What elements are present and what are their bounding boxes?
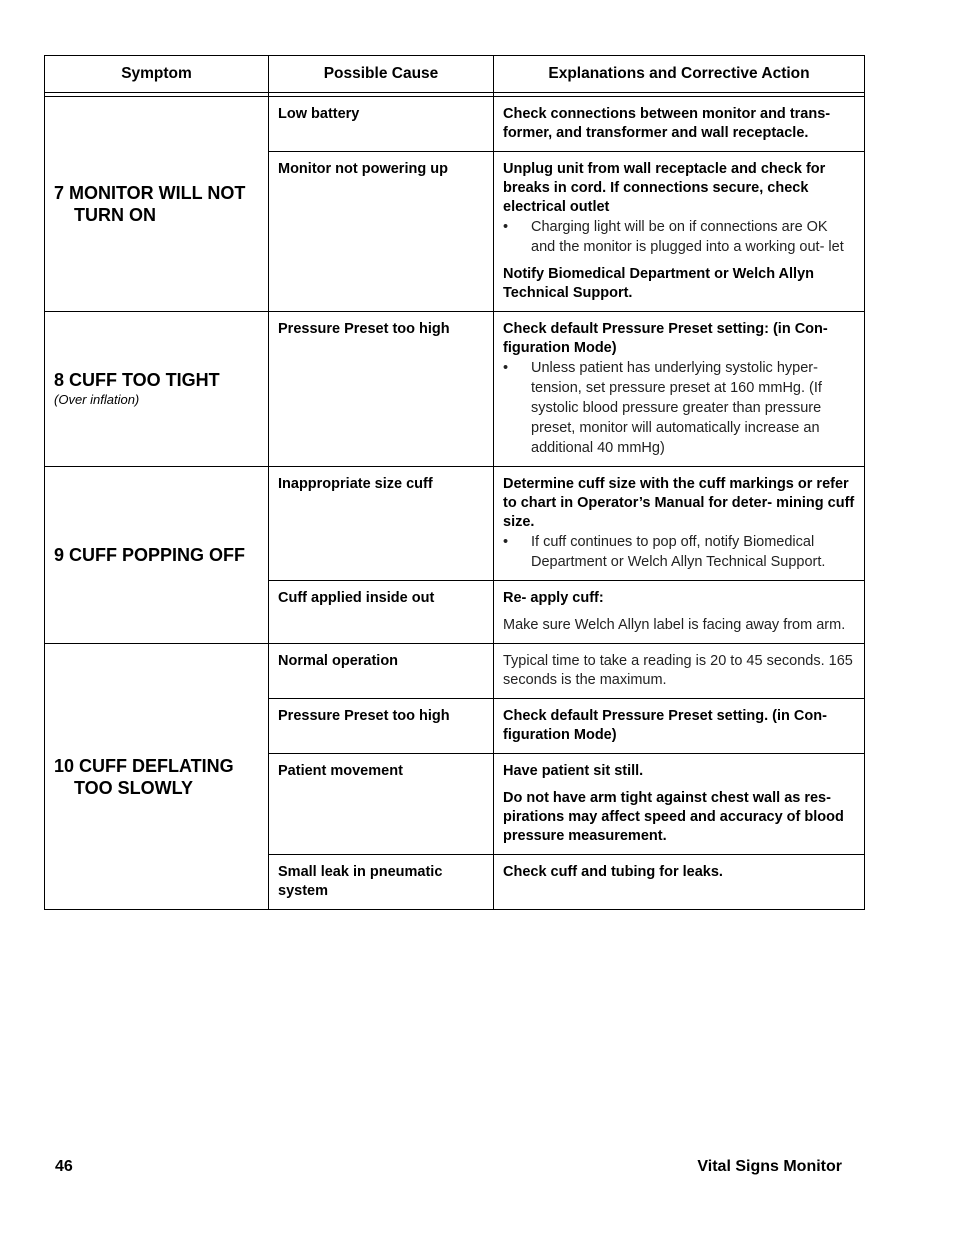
page-number: 46 xyxy=(55,1158,73,1175)
table-row xyxy=(45,467,865,581)
symptom-title: 7 MONITOR WILL NOT TURN ON xyxy=(54,183,246,225)
bullet-text: Charging light will be on if connections are OK and the monitor is plugged into a working out- let xyxy=(531,219,844,255)
bullet-text: Unless patient has underlying systolic hyper- tension, set pressure preset at 160 mmHg. (If systolic blood pressure greater than pressure preset, monitor will automatically increase an additional 40 mmHg) xyxy=(531,360,822,456)
action-cell: Typical time to take a reading is 20 to 45 seconds. 165 seconds is the maximum. xyxy=(494,644,865,699)
symptom-title: 10 CUFF DEFLATING TOO SLOWLY xyxy=(54,755,234,798)
action-cell xyxy=(494,467,865,581)
symptom-title: 8 CUFF TOO TIGHT xyxy=(54,370,220,390)
action-note: Do not have arm tight against chest wall as res- pirations may affect speed and accuracy of blood pressure measurement. xyxy=(503,790,844,844)
action-cell xyxy=(494,581,865,644)
action-cell: Check connections between monitor and trans- former, and transformer and wall receptacle. xyxy=(494,97,865,152)
action-text: Unplug unit from wall receptacle and check for breaks in cord. If connections secure, check electrical outlet xyxy=(503,161,826,215)
bullet-item: • Charging light will be on if connections are OK and the monitor is plugged into a working out- let xyxy=(503,217,855,257)
action-text: Re- apply cuff: xyxy=(503,590,604,606)
cause-cell: Inappropriate size cuff xyxy=(269,467,494,581)
action-cell xyxy=(494,152,865,312)
bullet-text: If cuff continues to pop off, notify Biomedical Department or Welch Allyn Technical Support. xyxy=(531,534,826,570)
header-symptom: Symptom xyxy=(45,56,269,93)
bullet-item: • If cuff continues to pop off, notify Biomedical Department or Welch Allyn Technical Support. xyxy=(503,532,855,572)
cause-cell: Patient movement xyxy=(269,754,494,855)
header-possible-cause: Possible Cause xyxy=(269,56,494,93)
cause-cell: Pressure Preset too high xyxy=(269,312,494,467)
action-cell xyxy=(494,312,865,467)
cause-cell: Monitor not powering up xyxy=(269,152,494,312)
action-text: Have patient sit still. xyxy=(503,763,644,779)
cause-cell: Pressure Preset too high xyxy=(269,699,494,754)
cause-cell: Cuff applied inside out xyxy=(269,581,494,644)
symptom-cell xyxy=(45,97,269,312)
symptom-cell xyxy=(45,467,269,644)
header-row xyxy=(45,56,865,93)
table-row xyxy=(45,97,865,152)
symptom-cell xyxy=(45,644,269,910)
action-text: Check default Pressure Preset setting: (in Con- figuration Mode) xyxy=(503,321,828,356)
action-cell: Check default Pressure Preset setting. (in Con- figuration Mode) xyxy=(494,699,865,754)
troubleshooting-table xyxy=(44,55,865,910)
action-note: Make sure Welch Allyn label is facing away from arm. xyxy=(503,617,846,633)
symptom-subtitle: (Over inflation) xyxy=(54,392,140,407)
footer-title: Vital Signs Monitor xyxy=(697,1158,842,1175)
bullet-item: • Unless patient has underlying systolic hyper- tension, set pressure preset at 160 mmHg. (If systolic blood pressure greater than pressure preset, monitor will automatically increase an additional 40 mmHg) xyxy=(503,358,855,458)
action-note: Notify Biomedical Department or Welch Allyn Technical Support. xyxy=(503,266,814,301)
action-cell: Check cuff and tubing for leaks. xyxy=(494,855,865,910)
cause-cell: Normal operation xyxy=(269,644,494,699)
symptom-cell xyxy=(45,312,269,467)
table-row xyxy=(45,312,865,467)
header-corrective-action: Explanations and Corrective Action xyxy=(494,56,865,93)
cause-cell: Low battery xyxy=(269,97,494,152)
symptom-title: 9 CUFF POPPING OFF xyxy=(54,545,246,565)
action-text: Determine cuff size with the cuff markings or refer to chart in Operator’s Manual for deter- mining cuff size. xyxy=(503,476,855,530)
table-row xyxy=(45,644,865,699)
cause-cell: Small leak in pneumatic system xyxy=(269,855,494,910)
action-cell xyxy=(494,754,865,855)
